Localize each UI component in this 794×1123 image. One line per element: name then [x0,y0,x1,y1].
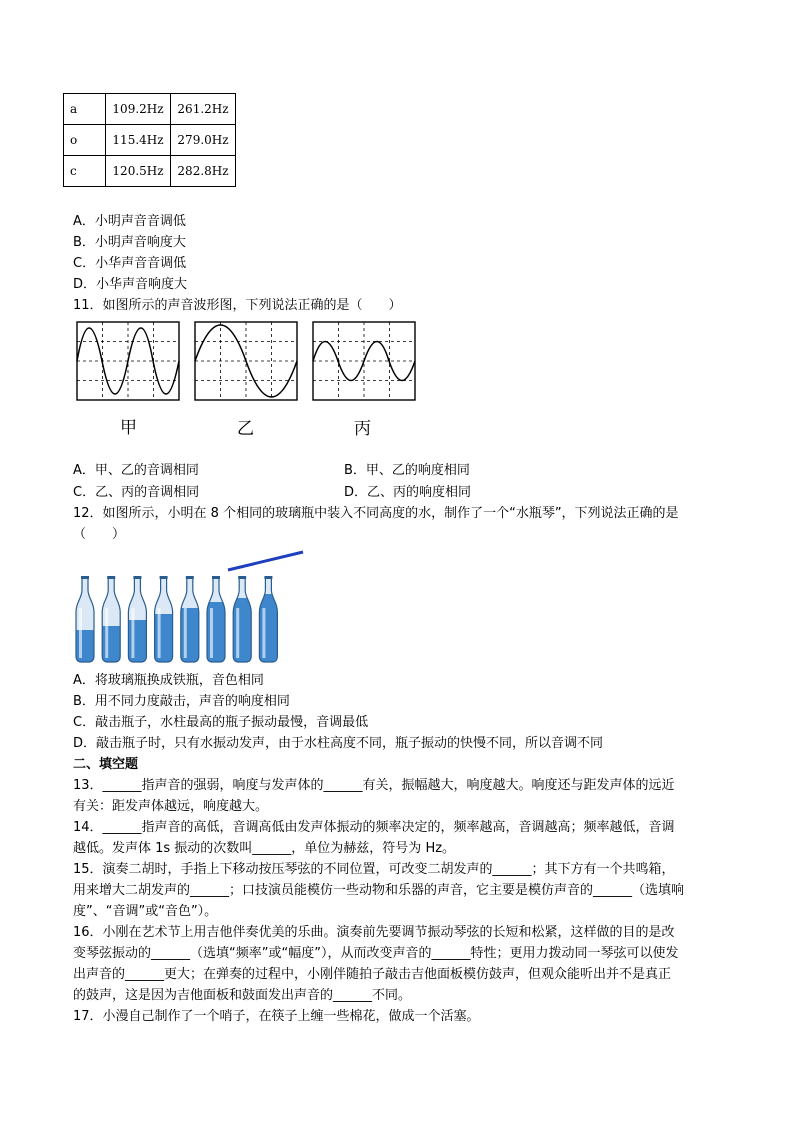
q12-option-a: A．将玻璃瓶换成铁瓶，音色相同 [73,673,264,688]
q10-option-d: D．小华声音响度大 [73,277,188,292]
water-bottle [102,576,120,663]
q11-option-a: A．甲、乙的音调相同 [73,463,199,478]
waveform-figures [76,321,416,403]
q10-option-b: B．小明声音响度大 [73,235,186,250]
q12-option-d: D．敲击瓶子时，只有水振动发声，由于水柱高度不同，瓶子振动的快慢不同，所以音调不同 [73,736,604,751]
table-cell: 282.8Hz [171,156,236,187]
q12-option-c: C．敲击瓶子，水柱最高的瓶子振动最慢，音调最低 [73,715,369,730]
q16-line4: 的鼓声，这是因为吉他面板和鼓面发出声音的______不同。 [73,988,412,1003]
table-cell: o [64,125,106,156]
q11-option-b: B．甲、乙的响度相同 [344,463,470,478]
q15-line3: 度”、“音调”或“音色”）。 [73,904,218,919]
q11-stem: 11．如图所示的声音波形图，下列说法正确的是（ ） [73,298,402,313]
waveform-label-jia: 甲 [120,418,137,438]
frequency-table [63,93,236,187]
q10-option-c: C．小华声音音调低 [73,256,187,271]
water-bottle [76,576,94,663]
waveform-label-yi: 乙 [237,419,254,439]
table-cell: 109.2Hz [106,94,171,125]
table-cell: c [64,156,106,187]
q12-stem-cont: （ ） [73,527,126,542]
table-cell: 261.2Hz [171,94,236,125]
waveform-jia [77,322,179,400]
table-row [64,125,236,156]
q13-line1: 13．______指声音的强弱，响度与发声体的______有关，振幅越大，响度越大。响度还与距发声体的远近 [73,778,675,793]
table-cell: 279.0Hz [171,125,236,156]
waveform-label-bing: 丙 [354,419,371,439]
q14-line1: 14．______指声音的高低，音调高低由发声体振动的频率决定的，频率越高，音调越高；频率越低，音调 [73,820,675,835]
q12-option-b: B．用不同力度敲击，声音的响度相同 [73,694,290,709]
striking-stick [228,552,303,570]
table-row [64,156,236,187]
q13-line2: 有关：距发声体越远，响度越大。 [73,799,269,814]
q15-line2: 用来增大二胡发声的______；口技演员能模仿一些动物和乐器的声音，它主要是模仿声音的______（选填响 [73,883,685,898]
water-bottles-figure [72,548,312,663]
q15-line1: 15．演奏二胡时，手指上下移动按压琴弦的不同位置，可改变二胡发声的______；其下方有一个共鸣箱， [73,862,675,877]
water-bottle [259,576,277,663]
table-cell: a [64,94,106,125]
table-cell: 115.4Hz [106,125,171,156]
water-bottle [181,576,199,663]
water-bottle [207,576,225,663]
table-row [64,94,236,125]
table-cell: 120.5Hz [106,156,171,187]
water-bottle [155,576,173,663]
q11-option-c: C．乙、丙的音调相同 [73,485,200,500]
water-bottle [128,576,146,663]
q16-line3: 出声音的______更大；在弹奏的过程中，小刚伴随拍子敲击吉他面板模仿鼓声，但观众能听出并不是真正 [73,967,672,982]
section-heading: 二、填空题 [73,757,139,772]
q12-stem: 12．如图所示，小明在 8 个相同的玻璃瓶中装入不同高度的水，制作了一个“水瓶琴”，下列说法正确的是 [73,506,679,521]
water-bottle [233,576,251,663]
waveform-bing [313,322,415,400]
q17-line1: 17．小漫自己制作了一个哨子，在筷子上缠一些棉花，做成一个活塞。 [73,1009,480,1024]
q16-line2: 变琴弦振动的______（选填“频率”或“幅度”），从而改变声音的______特性；更用力拨动同一琴弦可以使发 [73,946,679,961]
waveform-yi [195,322,297,400]
q16-line1: 16．小刚在艺术节上用吉他伴奏优美的乐曲。演奏前先要调节振动琴弦的长短和松紧，这样做的目的是改 [73,925,675,940]
q11-option-d: D．乙、丙的响度相同 [344,485,472,500]
q14-line2: 越低。发声体 1s 振动的次数叫______，单位为赫兹，符号为 Hz。 [73,841,456,856]
q10-option-a: A．小明声音音调低 [73,214,186,229]
